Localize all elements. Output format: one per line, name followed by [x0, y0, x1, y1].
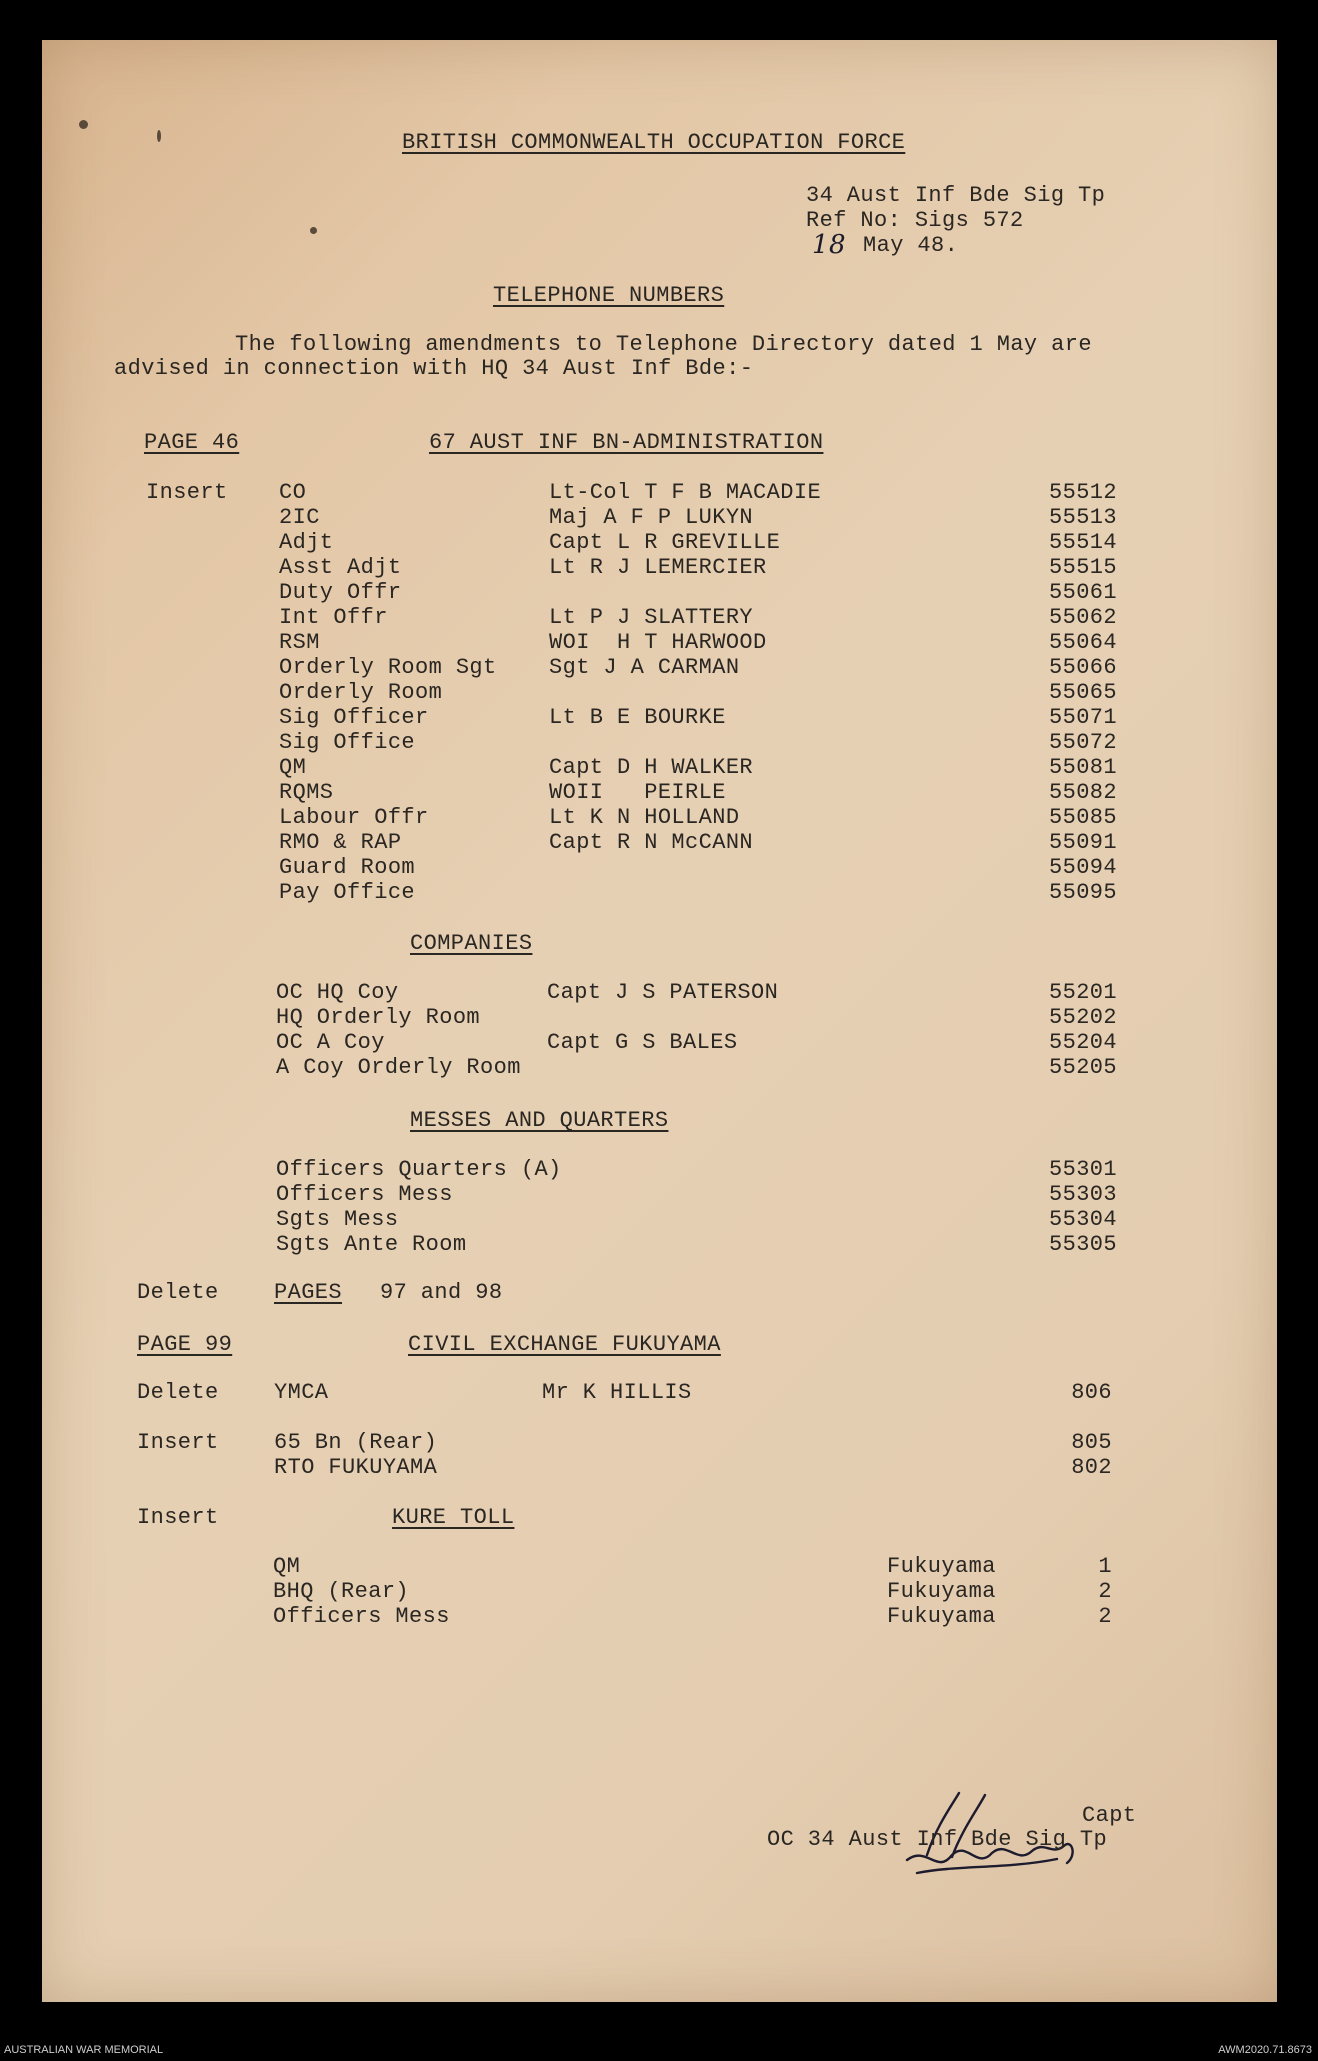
row-role: QM: [273, 1554, 301, 1579]
section-heading-messes: MESSES AND QUARTERS: [410, 1108, 669, 1133]
insert-label: Insert: [137, 1505, 219, 1530]
page-99-label: PAGE 99: [137, 1332, 233, 1357]
row-exchange: Fukuyama: [887, 1554, 996, 1579]
row-name: Lt B E BOURKE: [549, 705, 726, 730]
row-role: Guard Room: [279, 855, 416, 880]
ink-spot: [310, 227, 317, 234]
row-role: Sig Officer: [279, 705, 429, 730]
row-number: 55202: [1048, 1005, 1117, 1030]
row-number: 802: [1071, 1455, 1112, 1480]
row-role: Duty Offr: [279, 580, 402, 605]
pages-word: PAGES: [274, 1280, 343, 1305]
section-heading-companies: COMPANIES: [410, 931, 533, 956]
row-name: WOI H T HARWOOD: [549, 630, 767, 655]
row-number: 55201: [1048, 980, 1117, 1005]
row-name: Sgt J A CARMAN: [549, 655, 740, 680]
section-heading-civil-exchange: CIVIL EXCHANGE FUKUYAMA: [408, 1332, 721, 1357]
row-role: OC A Coy: [276, 1030, 385, 1055]
row-role: Asst Adjt: [279, 555, 402, 580]
row-exchange: Fukuyama: [887, 1579, 996, 1604]
insert-label: Insert: [146, 480, 228, 505]
row-role: RMO & RAP: [279, 830, 402, 855]
delete-label: Delete: [137, 1280, 219, 1305]
row-role: Officers Mess: [273, 1604, 450, 1629]
row-role: Sig Office: [279, 730, 416, 755]
row-number: 55095: [1048, 880, 1117, 905]
intro-line-1: The following amendments to Telephone Directory dated 1 May are: [235, 332, 1092, 357]
document-title: TELEPHONE NUMBERS: [493, 283, 725, 308]
row-role: Sgts Mess: [276, 1207, 399, 1232]
row-name: Lt-Col T F B MACADIE: [549, 480, 822, 505]
row-number: 55514: [1048, 530, 1117, 555]
unit-name: 34 Aust Inf Bde Sig Tp: [806, 183, 1106, 208]
row-name: Capt R N McCANN: [549, 830, 754, 855]
row-role: Orderly Room Sgt: [279, 655, 497, 680]
row-name: Lt K N HOLLAND: [549, 805, 740, 830]
row-number: 55082: [1048, 780, 1117, 805]
section-heading-kure-toll: KURE TOLL: [392, 1505, 515, 1530]
row-number: 55512: [1048, 480, 1117, 505]
row-number: 55301: [1048, 1157, 1117, 1182]
row-role: Orderly Room: [279, 680, 443, 705]
page-46-label: PAGE 46: [144, 430, 240, 455]
row-role: Labour Offr: [279, 805, 429, 830]
row-role: Officers Mess: [276, 1182, 453, 1207]
row-number: 55071: [1048, 705, 1117, 730]
row-name: Lt R J LEMERCIER: [549, 555, 767, 580]
row-number: 2: [1098, 1604, 1112, 1629]
signatory-rank: Capt: [1082, 1803, 1137, 1828]
row-number: 55205: [1048, 1055, 1117, 1080]
handwritten-date-day: 18: [812, 230, 846, 260]
row-number: 55304: [1048, 1207, 1117, 1232]
intro-line-2: advised in connection with HQ 34 Aust Inf Bde:-: [114, 356, 754, 381]
row-role: CO: [279, 480, 307, 505]
row-number: 805: [1071, 1430, 1112, 1455]
pages-numbers: 97 and 98: [380, 1280, 503, 1305]
signatory-unit: OC 34 Aust Inf Bde Sig Tp: [767, 1827, 1108, 1852]
row-name: WOII PEIRLE: [549, 780, 726, 805]
insert-label: Insert: [137, 1430, 219, 1455]
row-name: Maj A F P LUKYN: [549, 505, 754, 530]
row-number: 55064: [1048, 630, 1117, 655]
row-role: QM: [279, 755, 307, 780]
ink-spot: [157, 130, 161, 142]
row-name: Capt D H WALKER: [549, 755, 754, 780]
row-name: Lt P J SLATTERY: [549, 605, 754, 630]
delete-label: Delete: [137, 1380, 219, 1405]
row-number: 2: [1098, 1579, 1112, 1604]
document-page: [42, 40, 1277, 2002]
row-name: Capt G S BALES: [547, 1030, 738, 1055]
row-role: RTO FUKUYAMA: [274, 1455, 438, 1480]
row-number: 806: [1071, 1380, 1112, 1405]
ink-spot: [79, 120, 88, 129]
row-number: 55204: [1048, 1030, 1117, 1055]
row-number: 55066: [1048, 655, 1117, 680]
organization-heading: BRITISH COMMONWEALTH OCCUPATION FORCE: [402, 130, 906, 155]
row-number: 55085: [1048, 805, 1117, 830]
row-role: Officers Quarters (A): [276, 1157, 562, 1182]
row-role: 65 Bn (Rear): [274, 1430, 438, 1455]
row-number: 55072: [1048, 730, 1117, 755]
row-number: 55065: [1048, 680, 1117, 705]
row-number: 55094: [1048, 855, 1117, 880]
row-role: RSM: [279, 630, 320, 655]
row-role: YMCA: [274, 1380, 329, 1405]
date-text: May 48.: [863, 233, 959, 258]
row-number: 55081: [1048, 755, 1117, 780]
row-role: Adjt: [279, 530, 334, 555]
row-number: 55303: [1048, 1182, 1117, 1207]
row-number: 55305: [1048, 1232, 1117, 1257]
row-number: 1: [1098, 1554, 1112, 1579]
row-name: Capt L R GREVILLE: [549, 530, 781, 555]
row-role: Int Offr: [279, 605, 388, 630]
row-number: 55513: [1048, 505, 1117, 530]
footer-institution: AUSTRALIAN WAR MEMORIAL: [4, 2044, 164, 2056]
row-number: 55091: [1048, 830, 1117, 855]
row-role: Pay Office: [279, 880, 416, 905]
row-role: Sgts Ante Room: [276, 1232, 467, 1257]
row-number: 55061: [1048, 580, 1117, 605]
footer-catalog-number: AWM2020.71.8673: [1218, 2044, 1312, 2056]
row-name: Capt J S PATERSON: [547, 980, 779, 1005]
row-role: BHQ (Rear): [273, 1579, 410, 1604]
row-role: RQMS: [279, 780, 334, 805]
row-role: HQ Orderly Room: [276, 1005, 481, 1030]
reference-number: Ref No: Sigs 572: [806, 208, 1024, 233]
row-role: A Coy Orderly Room: [276, 1055, 521, 1080]
section-heading-administration: 67 AUST INF BN-ADMINISTRATION: [429, 430, 824, 455]
row-name: Mr K HILLIS: [542, 1380, 692, 1405]
row-number: 55062: [1048, 605, 1117, 630]
row-role: OC HQ Coy: [276, 980, 399, 1005]
row-role: 2IC: [279, 505, 320, 530]
row-number: 55515: [1048, 555, 1117, 580]
row-exchange: Fukuyama: [887, 1604, 996, 1629]
